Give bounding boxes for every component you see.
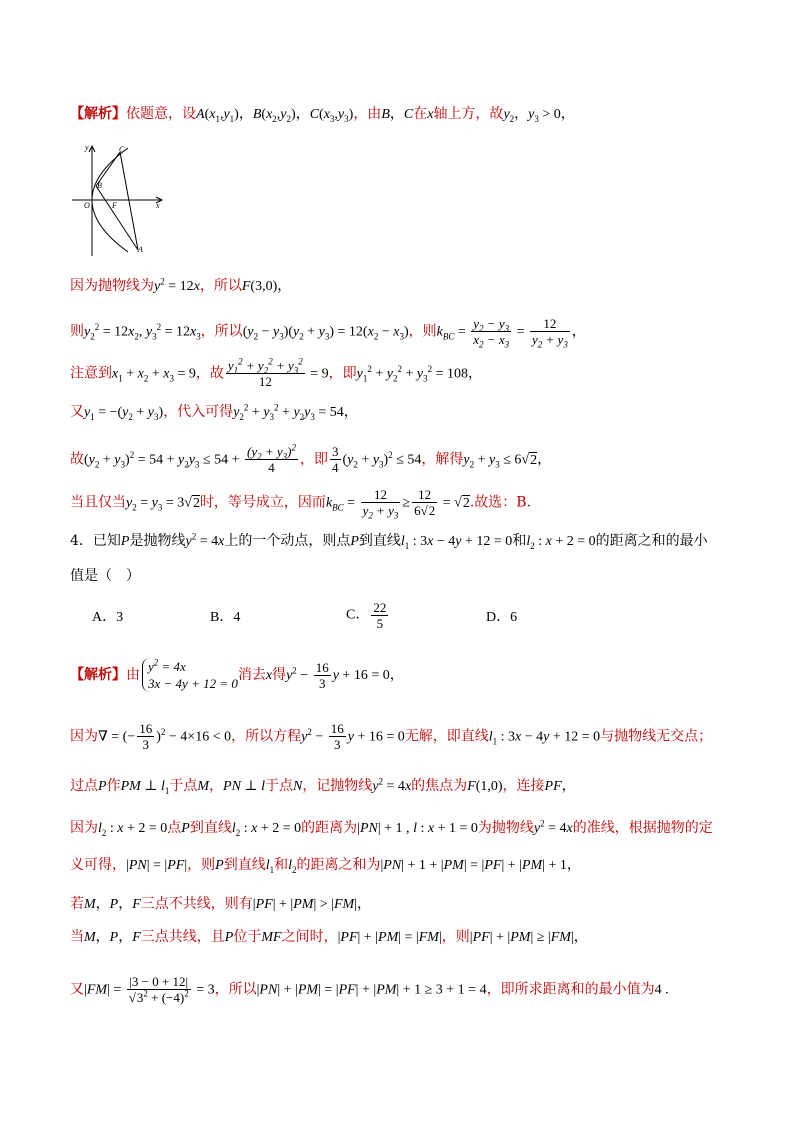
text: 由 (126, 667, 140, 683)
text: 三点共线，且 (140, 929, 225, 945)
sol3-line-3: 则$y_2^2 = 12x_2$, $y_3^2 = 12x_3$，所以$(y_2 - y_3)(y_2 + y_3) = 12(x_2 - x_3)$，则$k_{BC}$ = $\frac{y_2 - y_3}{x_2 - x_3}$ = $\frac{12}{y_2 + y_3}$ ， (70, 316, 586, 350)
text: 之间时， (281, 929, 338, 945)
sol4-line-2: 因为∇ = (− $\frac{16}{3}$ )$^2$ − 4×16 < 0，所以方程$y^2$ − $\frac{16}{3}$ y + 16 = 0无解，即直线$l_1$ : 3x − 4y + 12 = 0与抛物线无交点； (70, 721, 713, 752)
final-answer: 4 . (654, 982, 669, 998)
text: ， (209, 778, 224, 794)
text: 时，等号成立，因而 (199, 494, 326, 511)
text: 过点 (70, 778, 98, 794)
option-a: A．3 (92, 610, 124, 625)
sol4-line-6: 若M，P，F三点不共线，则有|PF| + |PM| > |FM|， (70, 896, 371, 912)
text: ，所以方程 (231, 728, 302, 745)
sol3-line-7: 当且仅当$y_2 = y_3 = 3√2$时，等号成立，因而$k_{BC}$ = $\frac{12}{y_2 + y_3}$ ≥ $\frac{12}{6√2}$ = √2.故选：B. (70, 487, 532, 521)
text: 无解，即直线 (404, 728, 489, 745)
sol3-line-6: 故$(y_2 + y_3)^2 = 54 + y_2y_3 \le 54$ + $\frac{(y_2 + y_3)^2}{4}$ ，即 $\frac{3}{4}$ $(y_2 + y_3)^2 \le 54$，解得$y_2 + y_3 \le 6√2$， (70, 442, 552, 475)
text: ，连接 (502, 778, 545, 794)
figure-label-o: O (84, 201, 90, 210)
text: ，所以 (214, 981, 257, 998)
text: ，由 (353, 106, 382, 122)
sol4-line-3: 过点P作PM ⊥ $l_1$于点M，PN ⊥ l于点N，记抛物线$y^2 = 4x$的焦点为F(1,0)，连接PF， (70, 776, 576, 796)
text: 的距离之和为 (296, 857, 381, 873)
text: 到直线 (223, 857, 266, 873)
text: 为抛物线 (477, 820, 534, 836)
sol4-line-7: 当M，P，F三点共线，且P位于MF之间时，|PF| + |PM| = |FM|，则|PF| + |PM| ≥ |FM|， (70, 929, 588, 945)
sol3-line-4: 注意到$x_1 + x_2 + x_3 = 9$，故 $\frac{y_1^2 + y_2^2 + y_3^2}{12}$ = 9，即$y_1^2 + y_2^2 + y_3^2 = 108$， (70, 356, 483, 389)
text: 当且仅当 (70, 494, 126, 511)
text: 又 (70, 981, 84, 998)
text: ，解得 (421, 451, 464, 468)
text: 轴上方，故 (433, 106, 504, 122)
text: 消去 (237, 667, 266, 683)
figure-label-a: A (138, 245, 143, 254)
figure-label-y: y (85, 143, 89, 152)
text: 的焦点为 (411, 778, 468, 794)
sol4-line-4: 因为$l_2$ : x + 2 = 0点P到直线$l_2$ : x + 2 = 0的距离为|PN| + 1 , l : x + 1 = 0为抛物线$y^2 = 4x$的准线，根据抛物的定 (70, 818, 713, 838)
q4-stem-line-1: 4．已知P是抛物线$y^2 = 4x$上的一个动点，则点P到直线$l_1$ : 3x − 4y + 12 = 0和$l_2$ : x + 2 = 0的距离之和的最小 (70, 531, 708, 551)
text: 已知 (92, 533, 121, 549)
text: ，即所求距离和的最小值为 (486, 981, 655, 998)
text: ，则 (408, 323, 437, 340)
text: 又 (70, 404, 84, 420)
text: 值是（ ） (70, 568, 140, 584)
text: 的距离之和的最小 (595, 533, 708, 549)
text: ，则 (441, 929, 470, 945)
option-d: D．6 (486, 610, 518, 625)
text: 上的一个动点，则点 (224, 533, 351, 549)
figure-label-x: x (156, 201, 160, 210)
sol3-line-5: 又$y_1 = -(y_2 + y_3)$，代入可得$y_2^2 + y_3^2 + y_2y_3 = 54$， (70, 402, 358, 422)
analysis-tag: 【解析】 (70, 667, 126, 683)
text: 作 (106, 778, 121, 794)
text: ，则 (187, 857, 216, 873)
text: 到直线 (358, 533, 401, 549)
analysis-tag: 【解析】 (70, 106, 126, 122)
text: 故 (70, 451, 84, 468)
text: 与抛物线无交点； (600, 728, 713, 745)
text: 三点不共线，则有 (140, 896, 253, 912)
text: 点 (167, 820, 182, 836)
text: 和 (274, 857, 289, 873)
question-number: 4． (70, 533, 93, 549)
figure-label-f: F (112, 201, 117, 210)
text: ，故 (195, 365, 224, 382)
figure-label-c: C (119, 145, 125, 154)
text: 得 (272, 667, 287, 683)
text: 因为 (70, 820, 98, 836)
text: 在 (413, 106, 428, 122)
text: 是抛物线 (129, 533, 186, 549)
text: ，所以 (199, 278, 242, 294)
text: 于点 (169, 778, 198, 794)
text: 的距离为 (301, 820, 358, 836)
text: 于点 (264, 778, 293, 794)
text: ，即 (328, 365, 357, 382)
text: 的准线，根据抛物的定 (572, 820, 713, 836)
option-c: C． $\frac{22}{5}$ (346, 600, 387, 631)
text: 若 (70, 896, 84, 912)
text: 则 (70, 323, 84, 340)
sol3-line-2: 因为抛物线为$y^2 = 12x$，所以F(3,0)， (70, 276, 292, 294)
text: 依题意，设 (126, 106, 196, 122)
q4-stem-line-2 (70, 566, 744, 586)
text: 因为 (70, 728, 98, 745)
text: 位于 (233, 929, 262, 945)
text: ，即 (300, 451, 329, 468)
sol4-line-1: 【解析】由$y^2 = 4x$ 3x − 4y + 12 = 0消去x得$y^2$ − $\frac{16}{3}$ y + 16 = 0， (70, 657, 404, 691)
figure-label-b: B (97, 181, 102, 190)
text: 因为抛物线为 (70, 278, 154, 294)
text: 和 (512, 533, 527, 549)
text: ，记抛物线 (302, 778, 373, 794)
sol3-line-1: 【解析】依题意，设$A(x_1,y_1)$，$B(x_2,y_2)$，$C(x_3,y_3)$，由B，C在x轴上方，故$y_2$，$y_3 > 0$， (70, 106, 575, 124)
text: 注意到 (70, 365, 112, 382)
parabola-figure (70, 140, 170, 260)
sol4-line-8: 又|FM| = $\frac{|3 - 0 + 12|}{√3^2 + (-4)^2}$ = 3，所以|PN| + |PM| = |PF| + |PM| + 1 ≥ 3 + 1 = 4，即所求距离和的最小值为4 . (70, 974, 669, 1005)
option-c-label: C． (346, 607, 370, 623)
sol4-line-5: 义可得，|PN| = |PF|，则P到直线$l_1$和$l_2$的距离之和为|PN| + 1 + |PM| = |PF| + |PM| + 1， (70, 857, 581, 875)
text: 当 (70, 929, 84, 945)
text: ，所以 (200, 323, 243, 340)
text: 到直线 (189, 820, 232, 836)
text: 义可得， (70, 857, 126, 873)
option-b: B．4 (210, 610, 241, 625)
text: ，代入可得 (163, 404, 234, 420)
text: .故选：B. (469, 494, 532, 511)
